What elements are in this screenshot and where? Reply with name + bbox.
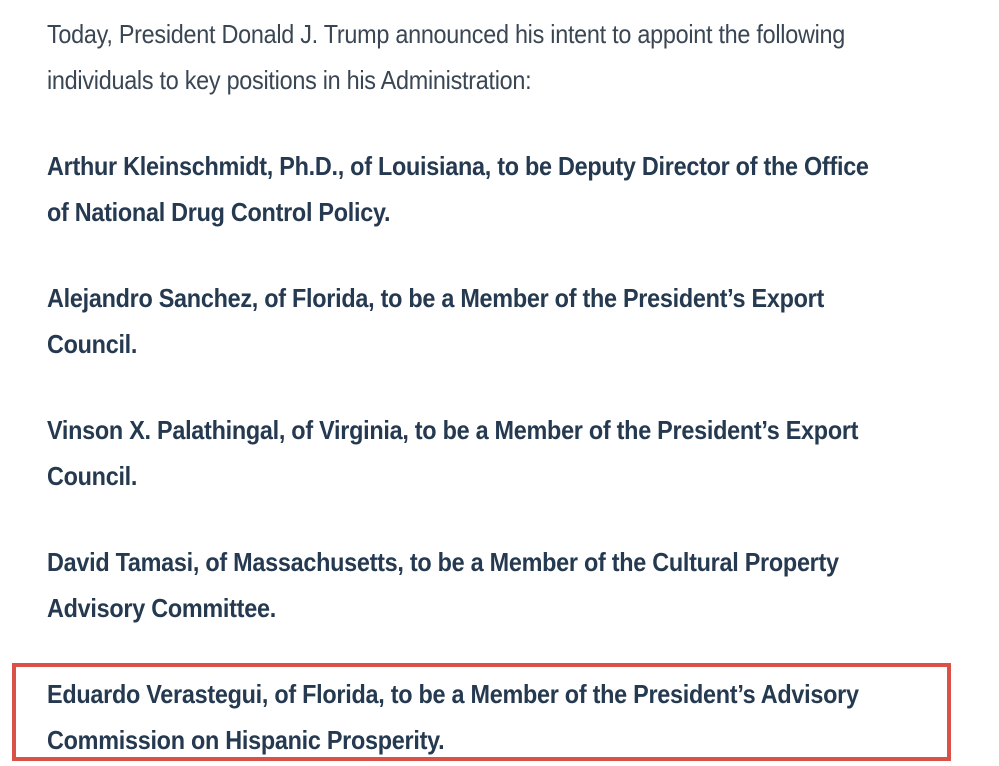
appointment-line: Advisory Committee. [47, 593, 276, 623]
appointment-paragraph-palathingal [47, 407, 999, 499]
appointment-line: Commission on Hispanic Prosperity. [47, 725, 445, 755]
intro-line-2: individuals to key positions in his Administration: [47, 65, 532, 95]
appointment-line: Alejandro Sanchez, of Florida, to be a Member of the President’s Export [47, 283, 825, 313]
appointment-line: Council. [47, 461, 138, 491]
appointment-line: Vinson X. Palathingal, of Virginia, to be a Member of the President’s Export [47, 415, 859, 445]
intro-line-1: Today, President Donald J. Trump announced his intent to appoint the following [47, 19, 846, 49]
appointment-line: Eduardo Verastegui, of Florida, to be a Member of the President’s Advisory [47, 679, 859, 709]
appointment-paragraph-kleinschmidt [47, 143, 999, 235]
appointment-paragraph-verastegui [47, 671, 999, 763]
appointment-line: David Tamasi, of Massachusetts, to be a Member of the Cultural Property [47, 547, 839, 577]
appointment-paragraph-tamasi [47, 539, 999, 631]
appointment-line: of National Drug Control Policy. [47, 197, 391, 227]
appointment-line: Council. [47, 329, 138, 359]
appointment-line: Arthur Kleinschmidt, Ph.D., of Louisiana, to be Deputy Director of the Office [47, 151, 869, 181]
appointment-paragraph-sanchez [47, 275, 999, 367]
intro-paragraph [47, 11, 999, 103]
